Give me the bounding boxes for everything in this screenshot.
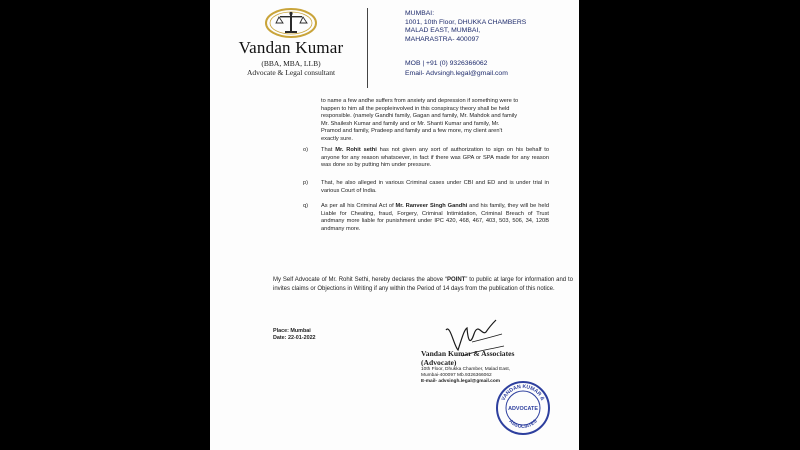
firm-address-2: Mumbai-400097 Mb.9326366062 bbox=[421, 373, 492, 379]
letterhead-logo bbox=[232, 8, 350, 86]
stamp-bottom-text: ASSOCIATES bbox=[507, 418, 539, 431]
stamp-top-text: VANDAN KUMAR & bbox=[500, 383, 546, 402]
place-line bbox=[273, 328, 316, 335]
office-address bbox=[405, 10, 575, 44]
stamp-middle-text: ADVOCATE bbox=[508, 406, 538, 412]
lawyer-role: Advocate & Legal consultant bbox=[246, 68, 336, 77]
firm-name: Vandan Kumar & Associates bbox=[421, 349, 515, 358]
svg-text:ASSOCIATES bbox=[507, 418, 539, 430]
address-line-1: MUMBAI: bbox=[405, 10, 435, 17]
mobile-number: MOB | +91 (0) 9326366062 bbox=[405, 60, 488, 67]
point-o-name: Mr. Rohit sethi bbox=[335, 147, 377, 153]
letterhead-divider bbox=[367, 8, 368, 88]
address-line-2: 1001, 10th Floor, DHUKKA CHAMBERS bbox=[405, 18, 527, 26]
place-label: Place: bbox=[273, 328, 289, 334]
contact-info bbox=[405, 59, 575, 78]
point-o-marker: o) bbox=[303, 147, 309, 153]
firm-email: E-mail- advsingh.legal@gmail.com bbox=[421, 379, 501, 385]
point-p-text: That, he also alleged in various Criminal cases under CBI and ED and is under trial in various Court of India. bbox=[321, 180, 549, 194]
intro-line: to name a few andhe suffers from anxiety and depression if something were to bbox=[321, 98, 519, 104]
date-label: Date: bbox=[273, 335, 287, 341]
intro-line: Mr. Shailesh Kumar and family and or Mr. Shanti Kumar and family, Mr. bbox=[321, 120, 500, 127]
firm-subtitle: (Advocate) bbox=[421, 357, 457, 367]
point-o-rest: has not given any sort of authorization to sign on his behalf to anyone for any reason whatsoever, in fact if there was GPA or SPA made for any reason was done so by putting him under pressure. bbox=[321, 147, 549, 168]
intro-line: happen to him all the peopleinvolved in this conspiracy theory shall be held bbox=[321, 105, 510, 112]
point-q-pre: As per all his Criminal Act of bbox=[321, 203, 396, 209]
firm-address-1: 10th Floor, Dhukka Chamber, Malad East, bbox=[421, 367, 511, 372]
point-q-text bbox=[321, 203, 549, 233]
declaration-pre: My Self Advocate of Mr. Rohit Sethi, hereby declares the above “ bbox=[273, 277, 447, 283]
lawyer-name: Vandan Kumar bbox=[238, 38, 344, 57]
intro-line: Pramod and family, Pradeep and family and a few more, my client aren't bbox=[321, 128, 503, 134]
declaration-point: POINT bbox=[446, 277, 466, 283]
point-q-rest: and his family, they will be held Liable for Cheating, fraud, Forgery, Criminal Intimidation, Criminal Breach of Trust andmany more liable for punishment under IPC 420, 468, 467, 403, 503, 506, 34, 120B andmany more. bbox=[321, 203, 549, 232]
notice-page bbox=[210, 0, 579, 450]
point-q-name: Mr. Ranveer Singh Gandhi bbox=[395, 203, 468, 209]
email-address: Email- Advsingh.legal@gmail.com bbox=[405, 69, 508, 77]
intro-line: responsible. (namely Gandhi family, Gagan and family, Mr. Mahdok and family bbox=[321, 113, 518, 119]
declaration-paragraph bbox=[273, 276, 573, 293]
date-line bbox=[273, 335, 316, 342]
lawyer-qualifications: (BBA, MBA, LLB) bbox=[261, 59, 321, 68]
declaration-post: ” to public at large for information and to invites claims or Objections in Writing if any within the Period of 14 days from the publication of this notice. bbox=[273, 277, 573, 292]
address-line-3: MALAD EAST, MUMBAI, bbox=[405, 27, 481, 35]
point-o-pre: That bbox=[321, 147, 336, 153]
address-line-4: MAHARASTRA- 400097 bbox=[405, 35, 480, 43]
point-o-text bbox=[321, 147, 549, 170]
advocate-stamp bbox=[495, 380, 551, 436]
date-value: 22-01-2022 bbox=[287, 335, 316, 341]
place-value: Mumbai bbox=[290, 328, 311, 334]
place-date-block bbox=[273, 328, 316, 342]
scales-of-justice-icon bbox=[265, 8, 317, 38]
point-p-marker: p) bbox=[303, 180, 309, 186]
intro-paragraph bbox=[321, 98, 571, 143]
point-q-marker: q) bbox=[303, 203, 309, 209]
intro-line: exactly sure. bbox=[321, 135, 353, 142]
